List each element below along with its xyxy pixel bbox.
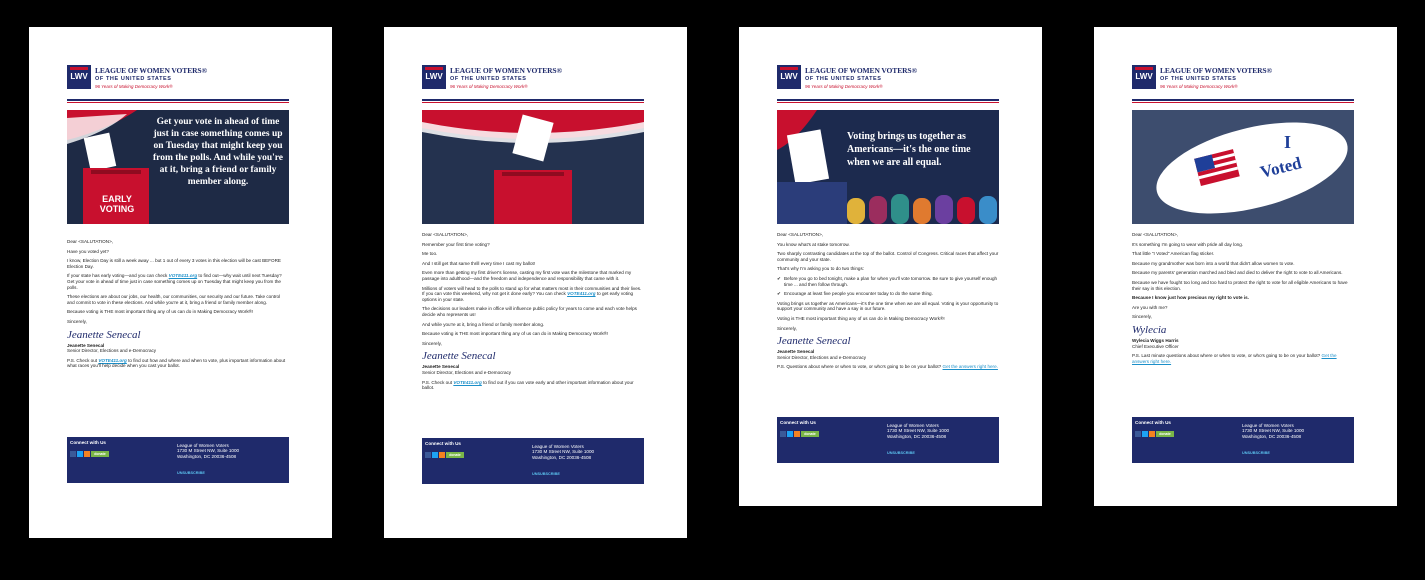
checklist-item: ✔ Encourage at least five people you encounter today to do the same thing.	[777, 291, 999, 297]
email-page-3	[739, 27, 1042, 506]
ballot-paper-icon	[787, 129, 829, 184]
vote411-link[interactable]: VOTE411.org	[168, 273, 198, 279]
header-divider	[67, 99, 289, 101]
lwv-logo: LWV LEAGUE OF WOMEN VOTERS® OF THE UNITED STATES 96 Years of Making Democracy Work®	[777, 65, 999, 95]
vote411-link[interactable]: VOTE411.org	[98, 357, 127, 363]
i-voted-sticker-illustration	[1132, 110, 1354, 224]
facebook-icon[interactable]	[780, 431, 786, 437]
hero-banner: I Voted	[1132, 110, 1354, 224]
email-footer: Connect with Us donate League of Women Voters 1730 M Street NW, Suite 1000 Washington, DC 20036-4508 UNSUBSCRIBE	[1132, 417, 1354, 463]
signature: Jeanette Senecal	[67, 328, 141, 341]
ballot-box-illustration	[422, 110, 644, 224]
facebook-icon[interactable]	[425, 452, 431, 458]
header-divider	[1132, 99, 1354, 101]
header-divider	[777, 99, 999, 101]
sticker-icon	[1147, 110, 1354, 224]
signature: Wylecia	[1132, 323, 1167, 336]
ballot-paper-icon	[84, 133, 117, 172]
twitter-icon[interactable]	[787, 431, 793, 437]
email-body: Dear <SALUTATION>, Remember your first time voting? Me too. And I still get that same thrill every time I cast my ballot! Even more than getting my first driver's license, casting my first vote was the milestone that marked my passage into adulthood—and the freedom and independence and responsibility that came with it. Millions of voters will head to the polls to stand up for what matters most in their communities and their lives. If you can vote this weekend, why not get it done early? You can check VOTE411.org to get early voting options in your state. The decisions our leaders make in office will influence public policy for years to come and each vote helps decide who represents us! And while you're at it, bring a friend or family member along. Because voting is THE most important thing any of us can do in Making Democracy Work®! Sincerely, Jeanette Senecal Jeanette Senecal Senior Director, Elections and e-Democracy P.S. Check out VOTE411.org to find out if you can vote early and other important information about your ballot.	[422, 232, 644, 395]
header-divider	[422, 99, 644, 101]
vote411-link[interactable]: VOTE411.org	[453, 379, 482, 385]
twitter-icon[interactable]	[77, 451, 83, 457]
lwv-logo-mark: LWV	[777, 65, 801, 89]
email-body: Dear <SALUTATION>, Have you voted yet? I know, Election Day is still a week away ... but 1 out of every 3 votes in this election will be cast BEFORE Election Day. If your state has early voting—and you can check VOTE411.org to find out—why wait until next Tuesday? Get your vote in ahead of time just in case something comes up on Tuesday that might keep you from the polls. These elections are about our jobs, our health, our communities, our security and our future. Take control and commit to vote in these elections. And while you're at it, bring a friend or family member along. Because voting is THE most important thing any of us can do in Making Democracy Work®! Sincerely, Jeanette Senecal Jeanette Senecal Senior Director, Elections and e-Democracy P.S. Check out VOTE411.org to find out how and where and when to vote, plus important information about what races you'll help decide when you cast your ballot.	[67, 239, 289, 373]
email-page-4	[1094, 27, 1397, 506]
social-links	[1135, 431, 1175, 438]
unsubscribe-link[interactable]: UNSUBSCRIBE	[887, 451, 915, 455]
social-links	[425, 452, 465, 459]
facebook-icon[interactable]	[70, 451, 76, 457]
email-body: Dear <SALUTATION>, You know what's at stake tomorrow. Two sharply contrasting candidates at the top of the ballot. Control of Congress. Critical races that affect your community and your state. That's why I'm asking you to do two things: ✔ Before you go to bed tonight, make a plan for when you'll vote tomorrow. Be sure to give yourself enough time ... and then follow through. ✔ Encourage at least five people you encounter today to do the same thing. Voting brings us together as Americans—it's the one time when we are all equal. Voting is your opportunity to support your community and have a say in our future. Voting is THE most important thing any of us can do in Making Democracy Work®! Sincerely, Jeanette Senecal Jeanette Senecal Senior Director, Elections and e-Democracy P.S. Questions about where or when to vote, or who's going to be on your ballot? Get the answers right here.	[777, 232, 999, 374]
unsubscribe-link[interactable]: UNSUBSCRIBE	[177, 471, 205, 475]
hero-banner	[67, 110, 289, 224]
lwv-logo: LWV LEAGUE OF WOMEN VOTERS® OF THE UNITED STATES 96 Years of Making Democracy Work®	[422, 65, 644, 95]
social-links	[70, 451, 110, 458]
lwv-logo-mark: LWV	[1132, 65, 1156, 89]
email-page-1	[29, 27, 332, 538]
email-footer: Connect with Us donate League of Women Voters 1730 M Street NW, Suite 1000 Washington, DC 20036-4508 UNSUBSCRIBE	[67, 437, 289, 483]
email-footer: Connect with Us donate League of Women Voters 1730 M Street NW, Suite 1000 Washington, DC 20036-4508 UNSUBSCRIBE	[422, 438, 644, 484]
rss-icon[interactable]	[794, 431, 800, 437]
checklist-item: ✔ Before you go to bed tonight, make a plan for when you'll vote tomorrow. Be sure to give yourself enough time ... and then follow through.	[777, 276, 999, 287]
signature: Jeanette Senecal	[422, 350, 496, 363]
hero-text: Voting brings us together as Americans—it's the one time when we are all equal.	[847, 131, 971, 168]
ballot-box-icon	[777, 182, 847, 224]
address: League of Women Voters 1730 M Street NW, Suite 1000 Washington, DC 20036-4508	[177, 443, 240, 459]
rss-icon[interactable]	[439, 452, 445, 458]
lwv-logo-mark: LWV	[422, 65, 446, 89]
lwv-logo: LWV LEAGUE OF WOMEN VOTERS® OF THE UNITED STATES 96 Years of Making Democracy Work®	[1132, 65, 1354, 95]
twitter-icon[interactable]	[432, 452, 438, 458]
answers-link[interactable]: Get the answers right here.	[1132, 353, 1337, 364]
vote411-link[interactable]: VOTE411.org	[567, 291, 596, 297]
hero-banner	[422, 110, 644, 224]
unsubscribe-link[interactable]: UNSUBSCRIBE	[1242, 451, 1270, 455]
unsubscribe-link[interactable]: UNSUBSCRIBE	[532, 472, 560, 476]
email-body: Dear <SALUTATION>, It's something I'm going to wear with pride all day long. That little "I Voted" American flag sticker. Because my grandmother was born into a world that didn't allow women to vote. Because my parents' generation marched and bled and died to deliver the right to vote to all Americans. Because we have fought too long and too hard to protect the right to vote for all eligible Americans to have their say in this election. Because I know just how precious my right to vote is. Are you with me? Sincerely, Wylecia Wylecia Wiggs Harris Chief Executive Officer P.S. Last minute questions about where or when to vote, or who's going to be on your ballot? Get the answers right here.	[1132, 232, 1354, 368]
signature: Jeanette Senecal	[777, 335, 851, 348]
answers-link[interactable]: Get the answers right here.	[942, 364, 998, 370]
lwv-logo: LWV LEAGUE OF WOMEN VOTERS® OF THE UNITED STATES 96 Years of Making Democracy Work®	[67, 65, 289, 95]
address: League of Women Voters 1730 M Street NW, Suite 1000 Washington, DC 20036-4508	[1242, 423, 1305, 439]
hero-banner	[777, 110, 999, 224]
facebook-icon[interactable]	[1135, 431, 1141, 437]
donate-button[interactable]: donate	[91, 451, 109, 457]
donate-button[interactable]: donate	[801, 431, 819, 437]
lwv-logo-mark: LWV	[67, 65, 91, 89]
social-links	[780, 431, 820, 438]
twitter-icon[interactable]	[1142, 431, 1148, 437]
address: League of Women Voters 1730 M Street NW, Suite 1000 Washington, DC 20036-4508	[887, 423, 950, 439]
rss-icon[interactable]	[84, 451, 90, 457]
donate-button[interactable]: donate	[446, 452, 464, 458]
donate-button[interactable]: donate	[1156, 431, 1174, 437]
rss-icon[interactable]	[1149, 431, 1155, 437]
email-page-2	[384, 27, 687, 538]
email-footer: Connect with Us donate League of Women Voters 1730 M Street NW, Suite 1000 Washington, DC 20036-4508 UNSUBSCRIBE	[777, 417, 999, 463]
hero-box-text: EARLY VOTING	[99, 194, 135, 214]
ballot-box-icon	[494, 170, 572, 224]
address: League of Women Voters 1730 M Street NW, Suite 1000 Washington, DC 20036-4508	[532, 444, 595, 460]
hero-text: Get your vote in ahead of time just in case something comes up on Tuesday that might keep you from the polls. And while you're at it, bring a friend or family member along.	[152, 117, 284, 187]
